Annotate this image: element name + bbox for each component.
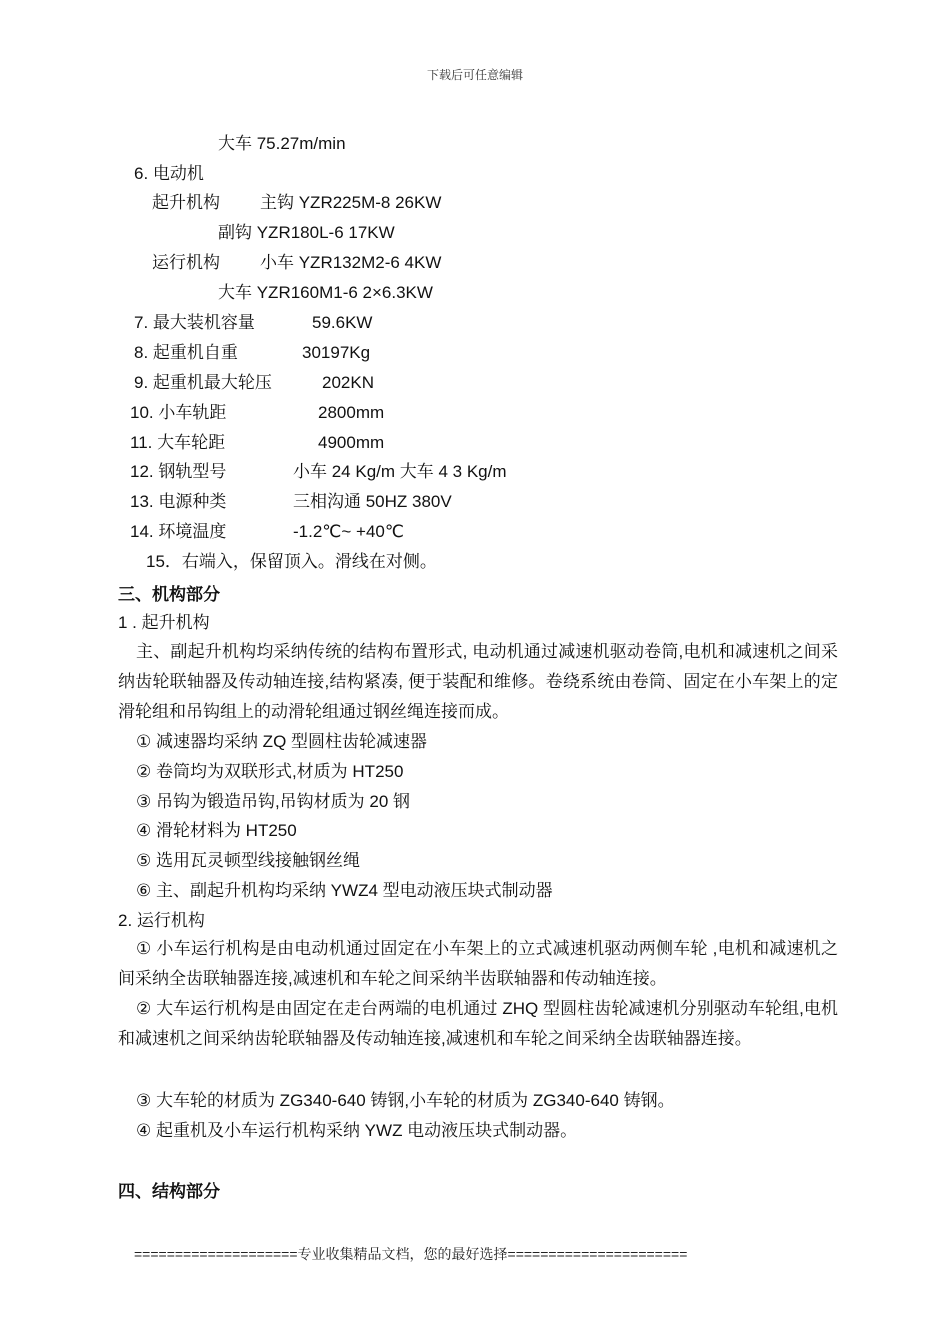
- spec-item-label: 14. 环境温度: [130, 522, 227, 541]
- subsection-heading: 1 . 起升机构: [118, 613, 210, 632]
- motor-hoist-aux: 副钩 YZR180L-6 17KW: [218, 223, 395, 242]
- hoist-item: ⑤ 选用瓦灵顿型线接触钢丝绳: [136, 851, 360, 870]
- subsection-heading: 2. 运行机构: [118, 911, 205, 930]
- spec-item-label: 7. 最大装机容量: [134, 313, 255, 332]
- hoist-item: ① 减速器均采纳 ZQ 型圆柱齿轮减速器: [136, 732, 428, 751]
- hoist-item: ③ 吊钩为锻造吊钩,吊钩材质为 20 钢: [136, 792, 411, 811]
- hoist-paragraph: 主、副起升机构均采纳传统的结构布置形式, 电动机通过减速机驱动卷筒,电机和减速机之间采纳齿轮联轴器及传动轴连接,结构紧凑, 便于装配和维修。卷绕系统由卷筒、固定在小车架上的定滑轮组和吊钩组上的动滑轮组通过钢丝绳连接而成。: [118, 642, 838, 721]
- section-heading: 三、机构部分: [118, 585, 220, 604]
- spec-item-15: 15．右端入，保留顶入。滑线在对侧。: [146, 552, 437, 571]
- spec-item-label: 10. 小车轨距: [130, 403, 227, 422]
- crane-speed-line: 大车 75.27m/min: [218, 134, 346, 153]
- spec-item-label: 12. 钢轨型号: [130, 462, 227, 481]
- spec-item-label: 11. 大车轮距: [130, 433, 226, 452]
- spec-item-label: 13. 电源种类: [130, 492, 227, 511]
- motor-travel-trolley: 小车 YZR132M2-6 4KW: [260, 253, 442, 272]
- hoist-item: ② 卷筒均为双联形式,材质为 HT250: [136, 762, 404, 781]
- motor-hoist-main: 主钩 YZR225M-8 26KW: [260, 193, 442, 212]
- motor-travel-crane: 大车 YZR160M1-6 2×6.3KW: [218, 283, 433, 302]
- spec-item-label: 8. 起重机自重: [134, 343, 238, 362]
- spec-item-value: 三相沟通 50HZ 380V: [293, 492, 452, 511]
- travel-paragraph: ① 小车运行机构是由电动机通过固定在小车架上的立式减速机驱动两侧车轮 ,电机和减速机之间采纳全齿联轴器连接,减速机和车轮之间采纳半齿联轴器和传动轴连接。: [118, 939, 838, 988]
- travel-paragraph: ② 大车运行机构是由固定在走台两端的电机通过 ZHQ 型圆柱齿轮减速机分别驱动车轮组,电机和减速机之间采纳齿轮联轴器及传动轴连接,减速机和车轮之间采纳全齿联轴器连接。: [118, 999, 838, 1048]
- motor-title: 6. 电动机: [134, 164, 204, 183]
- spec-item-value: 4900mm: [318, 433, 385, 452]
- spec-item-value: 2800mm: [318, 403, 385, 422]
- motor-hoist-label: 起升机构: [152, 193, 220, 212]
- motor-travel-label: 运行机构: [152, 253, 220, 272]
- spec-item-value: -1.2℃~ +40℃: [293, 522, 404, 541]
- spec-item-value: 59.6KW: [312, 313, 373, 332]
- spec-item-value: 30197Kg: [302, 343, 371, 362]
- travel-item: ④ 起重机及小车运行机构采纳 YWZ 电动液压块式制动器。: [136, 1121, 578, 1140]
- travel-item: ③ 大车轮的材质为 ZG340-640 铸钢,小车轮的材质为 ZG340-640 铸钢。: [136, 1091, 675, 1110]
- hoist-item: ④ 滑轮材料为 HT250: [136, 821, 297, 840]
- page-header: 下载后可任意编辑: [426, 68, 523, 82]
- hoist-item: ⑥ 主、副起升机构均采纳 YWZ4 型电动液压块式制动器: [136, 881, 553, 900]
- spec-item-value: 202KN: [322, 373, 374, 392]
- page-footer: ====================专业收集精品文档，您的最好选择======================: [134, 1246, 688, 1262]
- spec-item-value: 小车 24 Kg/m 大车 4 3 Kg/m: [293, 462, 507, 481]
- section-heading: 四、结构部分: [118, 1182, 220, 1201]
- spec-item-label: 9. 起重机最大轮压: [134, 373, 272, 392]
